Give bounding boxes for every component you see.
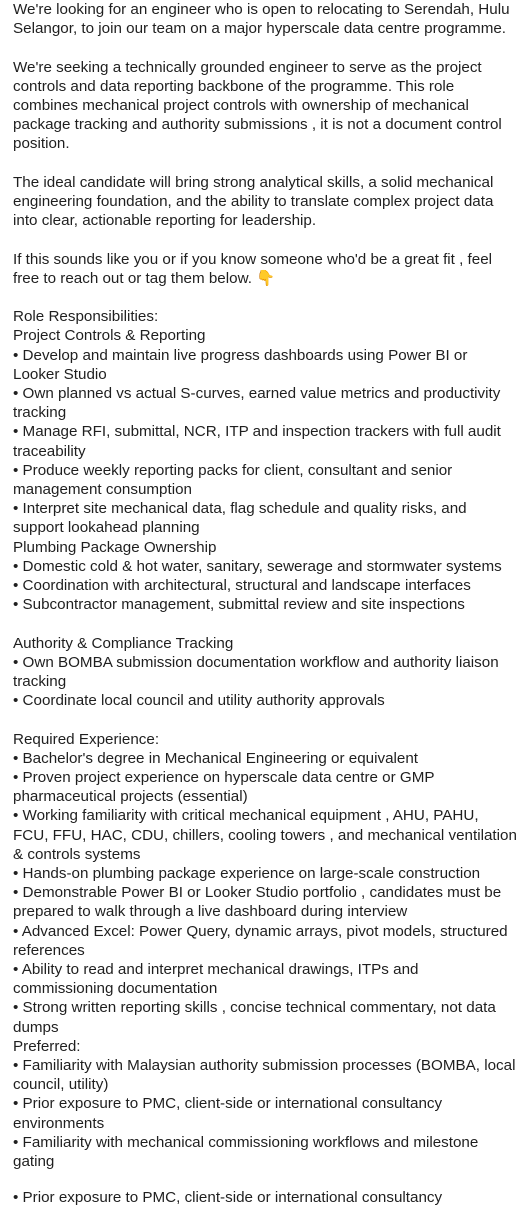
list-item: • Hands-on plumbing package experience on large-scale construction xyxy=(13,865,481,883)
section-heading: Plumbing Package Ownership xyxy=(13,538,217,556)
list-item: • Advanced Excel: Power Query, dynamic arrays, pivot models, structured references xyxy=(13,922,508,959)
responsibilities-block xyxy=(13,307,518,710)
list-item: • Subcontractor management, submittal review and site inspections xyxy=(13,596,465,614)
section-heading: Authority & Compliance Tracking xyxy=(13,634,234,652)
list-item: • Familiarity with mechanical commissioning workflows and milestone gating xyxy=(13,1133,479,1171)
list-item: • Manage RFI, submittal, NCR, ITP and inspection trackers with full audit traceability xyxy=(13,423,501,460)
list-item: • Ability to read and interpret mechanical drawings, ITPs and commissioning documentation xyxy=(13,961,419,998)
preferred-block xyxy=(13,1037,518,1171)
responsibilities-heading: Role Responsibilities: xyxy=(13,308,159,326)
post-body xyxy=(13,0,518,1171)
list-item: • Domestic cold & hot water, sanitary, sewerage and stormwater systems xyxy=(13,557,502,575)
spacer xyxy=(13,614,518,633)
cut-off-text-line: • Prior exposure to PMC, client-side or international consultancy xyxy=(13,1189,443,1206)
list-item: • Familiarity with Malaysian authority submission processes (BOMBA, local council, utility) xyxy=(13,1057,516,1094)
experience-block xyxy=(13,730,518,1037)
preferred-heading: Preferred: xyxy=(13,1037,81,1055)
ideal-candidate-paragraph: The ideal candidate will bring strong analytical skills, a solid mechanical engineering foundation, and the ability to translate complex project data into clear, actionable reporting for leadership. xyxy=(13,173,494,230)
call-to-action-paragraph: If this sounds like you or if you know someone who'd be a great fit , feel free to reach out or tag them below. 👇 xyxy=(13,250,493,287)
list-item: • Demonstrable Power BI or Looker Studio portfolio , candidates must be prepared to walk through a live dashboard during interview xyxy=(13,884,502,921)
list-item: • Bachelor's degree in Mechanical Engineering or equivalent xyxy=(13,749,419,767)
list-item: • Own BOMBA submission documentation workflow and authority liaison tracking xyxy=(13,653,499,691)
role-summary-paragraph: We're seeking a technically grounded engineer to serve as the project controls and data reporting backbone of the programme. This role combines mechanical project controls with ownership of mechanical package tracking and authority submissions , it is not a document control position. xyxy=(13,58,502,153)
list-item: • Produce weekly reporting packs for client, consultant and senior management consumption xyxy=(13,461,453,499)
list-item: • Working familiarity with critical mechanical equipment , AHU, PAHU, FCU, FFU, HAC, CDU, chillers, cooling towers , and mechanical ventilation & controls systems xyxy=(13,807,517,863)
list-item: • Proven project experience on hyperscale data centre or GMP pharmaceutical projects (essential) xyxy=(13,769,435,806)
list-item: • Prior exposure to PMC, client-side or international consultancy environments xyxy=(13,1095,443,1132)
list-item: • Coordinate local council and utility authority approvals xyxy=(13,692,385,710)
spacer xyxy=(13,710,518,729)
list-item: • Develop and maintain live progress dashboards using Power BI or Looker Studio xyxy=(13,346,468,383)
list-item: • Own planned vs actual S-curves, earned value metrics and productivity tracking xyxy=(13,385,501,422)
experience-heading: Required Experience: xyxy=(13,730,160,748)
list-item: • Coordination with architectural, structural and landscape interfaces xyxy=(13,577,471,595)
intro-paragraph: We're looking for an engineer who is open to relocating to Serendah, Hulu Selangor, to join our team on a major hyperscale data centre programme. xyxy=(13,1,510,38)
list-item: • Strong written reporting skills , concise technical commentary, not data dumps xyxy=(13,999,496,1036)
list-item: • Interpret site mechanical data, flag schedule and quality risks, and support lookahead planning xyxy=(13,500,467,537)
section-heading: Project Controls & Reporting xyxy=(13,327,206,345)
